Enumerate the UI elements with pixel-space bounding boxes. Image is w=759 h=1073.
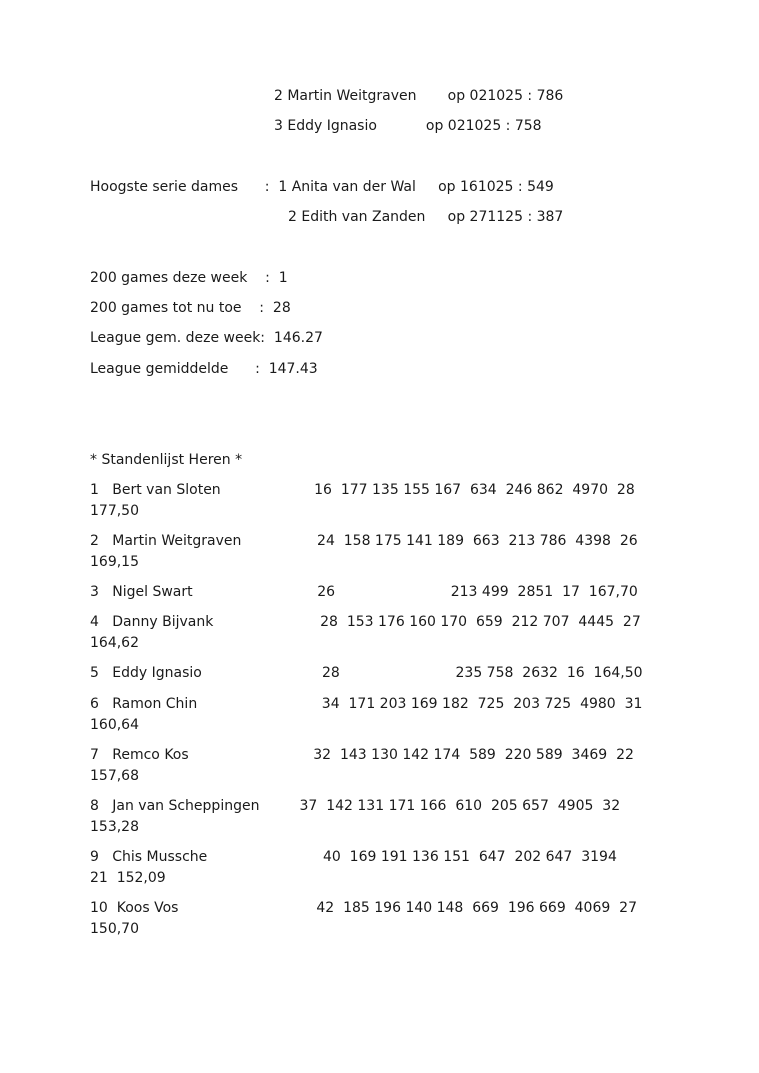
standings-row-2-line-1: 2 Martin Weitgraven 24 158 175 141 189 663 213 786 4398 26 (90, 532, 638, 549)
standings-row-5-line-1: 5 Eddy Ignasio 28 235 758 2632 16 164,50 (90, 665, 643, 682)
standings-row-10-line-2: 150,70 (90, 920, 139, 937)
standings-row-1-line-1: 1 Bert van Sloten 16 177 135 155 167 634 246 862 4970 28 (90, 481, 635, 498)
record-heren-2: 2 Martin Weitgraven op 021025 : 786 (274, 88, 564, 104)
stat-200-games-total: 200 games tot nu toe : 28 (90, 300, 291, 317)
standings-row-6 (90, 694, 719, 736)
standings-title: * Standenlijst Heren * (90, 451, 243, 468)
standings-row-4-line-1: 4 Danny Bijvank 28 153 176 160 170 659 212 707 4445 27 (90, 614, 641, 631)
standings-row-5 (90, 663, 719, 684)
standings-row-7 (90, 745, 719, 787)
standings-row-2-line-2: 169,15 (90, 553, 139, 570)
standings-row-10 (90, 898, 719, 940)
standings-row-9-line-2: 21 152,09 (90, 869, 166, 886)
standings-row-7-line-1: 7 Remco Kos 32 143 130 142 174 589 220 589 3469 22 (90, 746, 634, 763)
blank-line (90, 237, 719, 267)
standings-row-4 (90, 612, 719, 654)
blank-line (90, 419, 719, 449)
standings-row-10-line-1: 10 Koos Vos 42 185 196 140 148 669 196 669 4069 27 (90, 900, 637, 917)
standings-row-2 (90, 531, 719, 573)
standings-row-6-line-2: 160,64 (90, 716, 139, 733)
standings-row-4-line-2: 164,62 (90, 635, 139, 652)
stat-league-avg-week: League gem. deze week: 146.27 (90, 330, 323, 347)
standings-row-9-line-1: 9 Chis Mussche 40 169 191 136 151 647 202 647 3194 (90, 849, 617, 866)
standings-row-3-line-1: 3 Nigel Swart 26 213 499 2851 17 167,70 (90, 584, 638, 601)
blank-line (90, 389, 719, 419)
blank-line (90, 147, 719, 177)
standings-row-8 (90, 796, 719, 838)
standings-row-7-line-2: 157,68 (90, 767, 139, 784)
standings-row-1 (90, 480, 719, 522)
stat-200-games-week: 200 games deze week : 1 (90, 269, 288, 286)
standings-row-8-line-2: 153,28 (90, 818, 139, 835)
record-dames-header: Hoogste serie dames : 1 Anita van der Wal op 161025 : 549 (90, 178, 554, 195)
standings-row-1-line-2: 177,50 (90, 502, 139, 519)
record-dames-2: 2 Edith van Zanden op 271125 : 387 (288, 209, 564, 226)
stat-league-avg-total: League gemiddelde : 147.43 (90, 360, 318, 377)
standings-row-6-line-1: 6 Ramon Chin 34 171 203 169 182 725 203 725 4980 31 (90, 695, 643, 712)
standings-row-9 (90, 847, 719, 889)
standings-row-3 (90, 582, 719, 603)
standings-row-8-line-1: 8 Jan van Scheppingen 37 142 131 171 166 610 205 657 4905 32 (90, 797, 621, 814)
record-heren-3: 3 Eddy Ignasio op 021025 : 758 (274, 118, 542, 135)
